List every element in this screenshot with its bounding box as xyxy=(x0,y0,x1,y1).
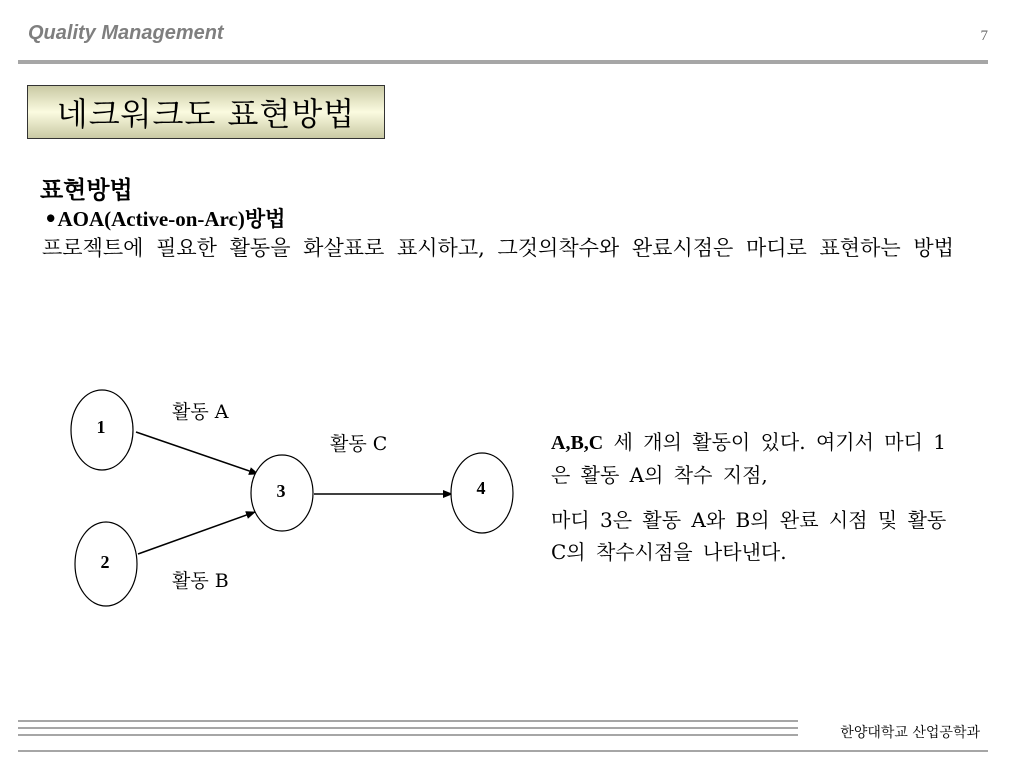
footer-divider xyxy=(18,727,798,729)
explanation-paragraph-2: 마디 3은 활동 A와 B의 완료 시점 및 활동 C의 착수시점을 나타낸다. xyxy=(551,508,947,564)
header-title: Quality Management xyxy=(28,22,224,44)
footer-text: 한양대학교 산업공학과 xyxy=(840,725,980,741)
footer-divider xyxy=(18,720,798,722)
edge-label-activity-c: 활동 C xyxy=(330,433,388,455)
explanation-lead: A,B,C xyxy=(551,432,604,454)
explanation-paragraph-1 xyxy=(551,426,961,491)
edge-label-activity-b: 활동 B xyxy=(172,570,229,592)
node-2-label: 2 xyxy=(100,552,110,572)
explanation-text-1: 세 개의 활동이 있다. 여기서 마디 1은 활동 A의 착수 지점, xyxy=(551,430,946,487)
node-3-label: 3 xyxy=(276,481,286,501)
edge-label-activity-a: 활동 A xyxy=(172,401,229,423)
node-1-label: 1 xyxy=(96,417,106,437)
page-number: 7 xyxy=(980,28,988,44)
node-4-label: 4 xyxy=(476,478,486,498)
section-heading: 표현방법 xyxy=(40,175,133,204)
slide-title-text: 네크워크도 표현방법 xyxy=(56,95,356,133)
bullet-latin-text: AOA(Active-on-Arc) xyxy=(57,207,245,231)
bullet-korean-text: 방법 xyxy=(244,206,286,231)
bullet-marker: • xyxy=(44,206,58,231)
footer-divider xyxy=(18,734,798,736)
footer-divider-full xyxy=(18,750,988,752)
edge-activity-b xyxy=(138,512,255,554)
edge-activity-a xyxy=(136,432,258,474)
description-text: 프로젝트에 필요한 활동을 화살표로 표시하고, 그것의착수와 완료시점은 마디로 표현하는 방법 xyxy=(42,236,954,260)
